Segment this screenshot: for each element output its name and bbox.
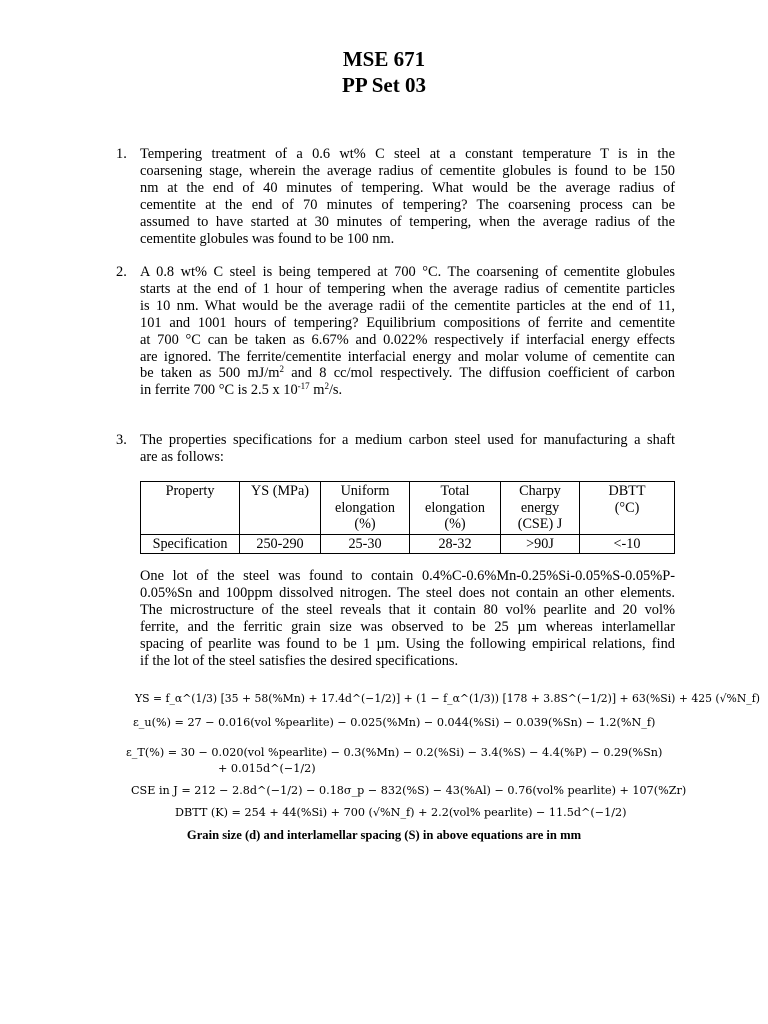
question-3-body (140, 568, 675, 669)
q3-body-line: The microstructure of the steel reveals that it contain 80 vol% pearlite and 20 vol% (140, 601, 675, 618)
q2-line: 101 and 1001 hours of tempering? Equilibrium compositions of ferrite and cementite (140, 314, 675, 331)
q2-line (140, 365, 675, 382)
header-line: energy (520, 499, 560, 516)
dbtt-equation: DBTT (K) = 254 + 44(%Si) + 700 (√%N_f) + 2.2(vol% pearlite) − 11.5d^(−1/2) (175, 806, 627, 819)
q1-line: assumed to have started at 30 minutes of tempering, when the average radius of the (140, 213, 675, 230)
q3-body-line: spacing of pearlite was found to be 1 µm. Using the following empirical relations, find (140, 635, 675, 652)
table-cell: 28-32 (410, 534, 501, 554)
header-line: Total (440, 483, 470, 499)
table-header-cell (580, 482, 675, 535)
table-cell: <-10 (580, 534, 675, 554)
table-cell: >90J (501, 534, 580, 554)
q2-line8-unit-exponent: 2 (324, 381, 329, 392)
q3-body-line: 0.05%Sn and 100ppm dissolved nitrogen. The steel does not contain an other elements. (140, 584, 675, 601)
problem-set-title: PP Set 03 (342, 73, 426, 97)
table-header-cell (410, 482, 501, 535)
table-header-row (141, 482, 675, 535)
table-cell: 25-30 (321, 534, 410, 554)
question-2-text (140, 264, 675, 399)
uniform-elongation-equation: ε_u(%) = 27 − 0.016(vol %pearlite) − 0.025(%Mn) − 0.044(%Si) − 0.039(%Sn) − 1.2(%N_f) (133, 716, 656, 729)
table-cell: 250-290 (240, 534, 321, 554)
q3-body-line: One lot of the steel was found to contain 0.4%C-0.6%Mn-0.25%Si-0.05%S-0.05%P- (140, 568, 675, 584)
header-line: Uniform (340, 483, 390, 499)
table-header-cell (141, 482, 240, 535)
header-line: (%) (444, 516, 466, 532)
q3-intro-line: The properties specifications for a medium carbon steel used for manufacturing a shaft (140, 432, 675, 448)
q1-line: cementite at the end of 70 minutes of tempering? The coarsening process can be (140, 196, 675, 213)
table-header-cell (321, 482, 410, 535)
table-header-cell (240, 482, 321, 535)
q2-line8-unit-end: /s. (328, 382, 343, 399)
q2-line (140, 382, 675, 399)
charpy-energy-equation: CSE in J = 212 − 2.8d^(−1/2) − 0.18σ_p − 832(%S) − 43(%Al) − 0.76(vol% pearlite) + 107(%Zr) (131, 784, 687, 797)
question-2-number: 2. (116, 264, 127, 280)
header-line: YS (MPa) (251, 483, 309, 499)
units-note: Grain size (d) and interlamellar spacing (S) in above equations are in mm (186, 828, 582, 842)
header-line: elongation (335, 499, 395, 516)
q2-line7-text: be taken as 500 mJ/m (140, 365, 280, 382)
q2-line8-text: in ferrite 700 °C is 2.5 x 10 (140, 382, 298, 399)
q3-body-line: if the lot of the steel satisfies the desired specifications. (140, 652, 459, 669)
header-line: (CSE) J (517, 516, 563, 532)
course-title: MSE 671 (342, 47, 426, 71)
total-elongation-equation: ε_T(%) = 30 − 0.020(vol %pearlite) − 0.3(%Mn) − 0.2(%Si) − 3.4(%S) − 4.4(%P) − 0.29(%Sn) (126, 746, 663, 759)
q1-line: Tempering treatment of a 0.6 wt% C steel at a constant temperature T is in the (140, 146, 675, 162)
q1-line: nm at the end of 40 minutes of tempering. What would be the average radius of (140, 179, 675, 196)
total-elongation-equation-cont: + 0.015d^(−1/2) (218, 762, 316, 775)
q2-line7-superscript: 2 (279, 364, 284, 375)
header-line: elongation (425, 499, 485, 516)
q1-line: coarsening stage, wherein the average radius of cementite globules is found to be 150 (140, 162, 675, 179)
header-line: (°C) (614, 499, 640, 516)
q2-line: starts at the end of 1 hour of tempering when the average radius of cementite particles (140, 280, 675, 297)
q2-line8-exponent: -17 (297, 381, 310, 392)
ys-equation: YS = f_α^(1/3) [35 + 58(%Mn) + 17.4d^(−1/2)] + (1 − f_α^(1/3)) [178 + 3.8S^(−1/2)] + 63(%Si) + 425 (√%N_f) (135, 692, 760, 705)
q2-line7-text-cont: and 8 cc/mol respectively. The diffusion coefficient of carbon (283, 365, 675, 382)
question-1-text (140, 146, 675, 247)
table-header-cell (501, 482, 580, 535)
question-1-number: 1. (116, 146, 127, 162)
q3-intro-line: are as follows: (140, 448, 224, 465)
q2-line8-unit: m (309, 382, 325, 399)
q2-line: A 0.8 wt% C steel is being tempered at 700 °C. The coarsening of cementite globules (140, 264, 675, 280)
q2-line: is 10 nm. What would be the average radii of the cementite particles at the end of 11, (140, 297, 675, 314)
specification-table (140, 481, 675, 554)
question-3-intro (140, 432, 675, 466)
q2-line: at 700 °C can be taken as 6.67% and 0.022% respectively if interfacial energy effects (140, 331, 675, 348)
table-cell: Specification (141, 534, 240, 554)
question-3-number: 3. (116, 432, 127, 448)
header-line: DBTT (608, 483, 646, 499)
q1-line: cementite globules was found to be 100 nm. (140, 230, 395, 247)
q2-line: are ignored. The ferrite/cementite interfacial energy and molar volume of cementite can (140, 348, 675, 365)
q3-body-line: ferrite, and the ferritic grain size was observed to be 25 µm whereas interlamellar (140, 618, 675, 635)
table-row (141, 534, 675, 554)
header-line: Property (165, 483, 215, 499)
header-line: (%) (354, 516, 376, 532)
header-line: Charpy (519, 483, 561, 499)
